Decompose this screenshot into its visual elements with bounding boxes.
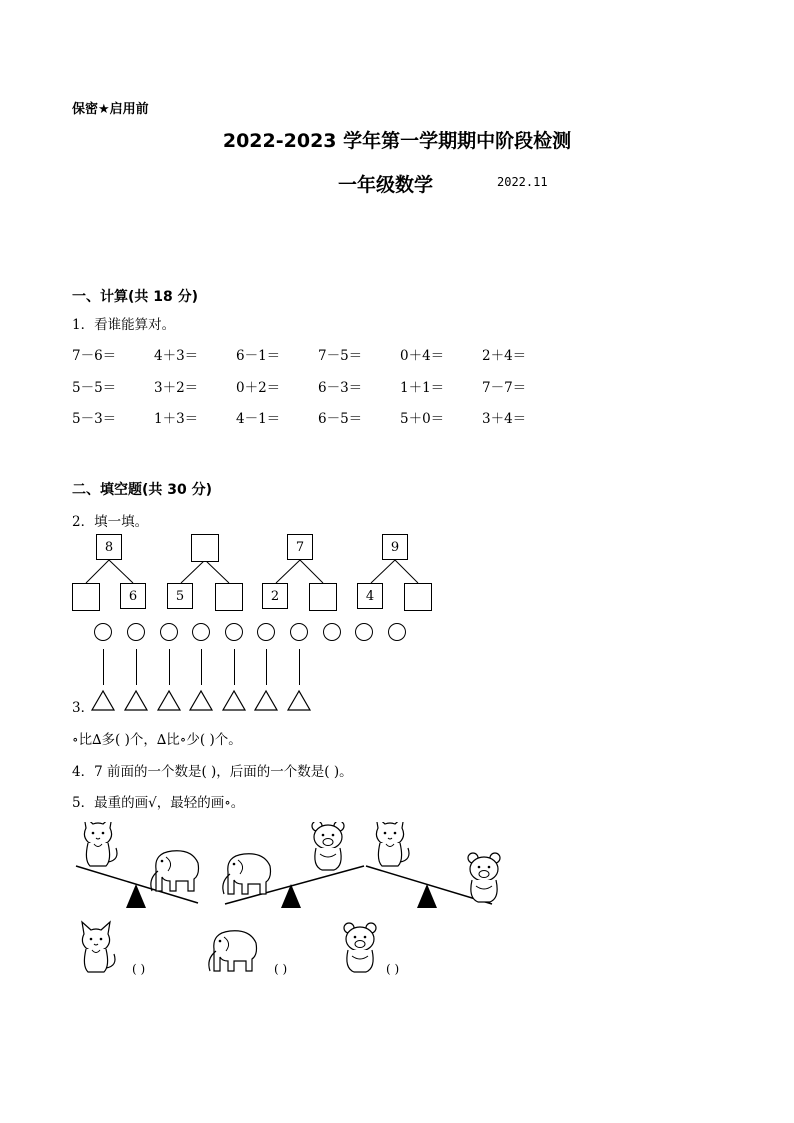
question-3-number: 3．	[72, 700, 95, 716]
tree-left-box[interactable]: 4	[357, 583, 383, 609]
equation: 1＋1＝	[400, 380, 445, 396]
tree-top-box[interactable]: 9	[382, 534, 408, 560]
confidential-label: 保密★启用前	[72, 102, 149, 117]
match-line	[234, 649, 235, 685]
section-2-heading: 二、填空题(共 30 分)	[72, 482, 213, 498]
match-line	[103, 649, 104, 685]
circle-shape	[160, 623, 178, 641]
tree-top-box[interactable]: 7	[287, 534, 313, 560]
answer-blank-elephant[interactable]: ( )	[274, 962, 288, 976]
tree-right-box[interactable]	[404, 583, 432, 611]
equation: 1＋3＝	[154, 411, 199, 427]
answer-blank-bear[interactable]: ( )	[386, 962, 400, 976]
equation: 4＋3＝	[154, 348, 199, 364]
tree-right-box[interactable]: 6	[120, 583, 146, 609]
tree-top-box[interactable]: 8	[96, 534, 122, 560]
match-line	[201, 649, 202, 685]
bear-icon	[312, 822, 344, 870]
triangle-shape	[223, 691, 245, 710]
equation: 2＋4＝	[482, 348, 527, 364]
equation: 7－5＝	[318, 348, 363, 364]
equation: 7－7＝	[482, 380, 527, 396]
match-line	[299, 649, 300, 685]
question-5-text: 5．最重的画√，最轻的画∘。	[72, 795, 245, 811]
cat-icon	[84, 822, 117, 866]
triangle-shape	[92, 691, 114, 710]
triangle-shape	[190, 691, 212, 710]
equation: 7－6＝	[72, 348, 117, 364]
match-line	[266, 649, 267, 685]
question-1-prompt: 1．看谁能算对。	[72, 317, 176, 333]
equation: 0＋4＝	[400, 348, 445, 364]
circle-shape	[257, 623, 275, 641]
cat-icon	[82, 922, 115, 972]
equation: 0＋2＝	[236, 380, 281, 396]
circle-shape	[388, 623, 406, 641]
equation: 5－3＝	[72, 411, 117, 427]
tree-top-box[interactable]	[191, 534, 219, 562]
elephant-icon	[151, 851, 199, 891]
triangle-shape	[158, 691, 180, 710]
tree-left-box[interactable]	[72, 583, 100, 611]
match-line	[169, 649, 170, 685]
section-1-heading: 一、计算(共 18 分)	[72, 289, 199, 305]
equation: 5＋0＝	[400, 411, 445, 427]
circle-shape	[127, 623, 145, 641]
triangle-row	[90, 688, 320, 714]
question-2-prompt: 2．填一填。	[72, 514, 149, 530]
cat-icon	[376, 822, 409, 866]
answer-blank-cat[interactable]: ( )	[132, 962, 146, 976]
equation: 6－5＝	[318, 411, 363, 427]
circle-shape	[192, 623, 210, 641]
exam-subtitle: 一年级数学	[338, 174, 434, 196]
tree-right-box[interactable]	[309, 583, 337, 611]
elephant-icon	[223, 854, 271, 894]
question-3-text: ∘比∆多( )个，∆比∘少( )个。	[72, 732, 242, 748]
exam-title: 2022-2023 学年第一学期期中阶段检测	[222, 130, 572, 152]
triangle-shape	[125, 691, 147, 710]
tree-left-box[interactable]: 2	[262, 583, 288, 609]
equation: 3＋4＝	[482, 411, 527, 427]
circle-shape	[355, 623, 373, 641]
circle-shape	[225, 623, 243, 641]
circle-shape	[290, 623, 308, 641]
triangle-shape	[288, 691, 310, 710]
tree-left-box[interactable]: 5	[167, 583, 193, 609]
circle-shape	[323, 623, 341, 641]
question-4-text: 4．7 前面的一个数是( )，后面的一个数是( )。	[72, 764, 353, 780]
equation: 3＋2＝	[154, 380, 199, 396]
tree-right-box[interactable]	[215, 583, 243, 611]
equation: 4－1＝	[236, 411, 281, 427]
triangle-shape	[255, 691, 277, 710]
elephant-icon	[209, 931, 257, 971]
match-line	[136, 649, 137, 685]
bear-icon	[344, 923, 376, 972]
bear-icon	[468, 853, 500, 902]
exam-date: 2022.11	[497, 175, 548, 189]
equation: 6－1＝	[236, 348, 281, 364]
equation: 5－5＝	[72, 380, 117, 396]
equation: 6－3＝	[318, 380, 363, 396]
circle-shape	[94, 623, 112, 641]
